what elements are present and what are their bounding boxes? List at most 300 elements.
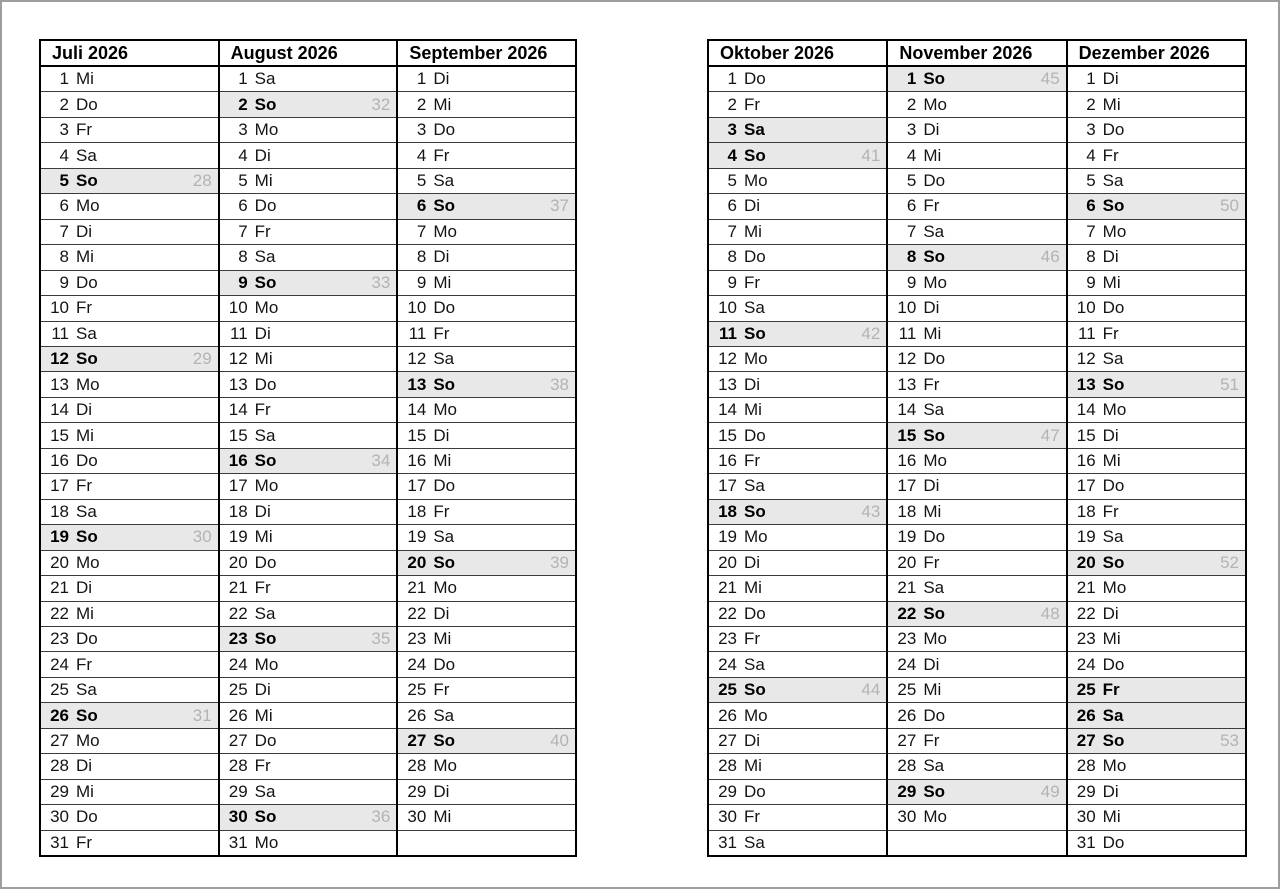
day-number: 25 — [228, 680, 248, 700]
weekday-label: Mo — [254, 298, 279, 318]
weekday-label: Mo — [923, 451, 947, 471]
day-rows — [1068, 67, 1245, 855]
day-row — [41, 729, 218, 754]
weekday-label: So — [1102, 374, 1125, 394]
day-row — [41, 551, 218, 576]
day-number: 4 — [416, 145, 427, 165]
day-number: 3 — [416, 120, 427, 140]
day-row — [709, 169, 886, 194]
day-row — [220, 245, 397, 270]
day-number: 30 — [1076, 807, 1096, 827]
weekday-label: Fr — [744, 94, 761, 114]
weekday-label: Do — [923, 171, 946, 191]
day-number: 12 — [50, 349, 69, 369]
calendar-table — [707, 39, 1247, 857]
weekday-label: Mi — [433, 629, 452, 649]
weekday-label: So — [744, 145, 766, 165]
day-number: 24 — [50, 654, 69, 674]
weekday-label: So — [433, 731, 456, 750]
weekday-label: Do — [923, 705, 946, 725]
day-number: 12 — [1076, 349, 1096, 369]
weekday-label: Sa — [254, 425, 276, 445]
day-row — [398, 220, 575, 245]
day-number: 4 — [1086, 145, 1096, 165]
day-row — [220, 296, 397, 321]
day-row — [1068, 296, 1245, 321]
day-number: 7 — [1086, 221, 1096, 241]
day-row — [41, 220, 218, 245]
weekday-label: Fr — [1102, 680, 1120, 700]
day-number: 28 — [50, 756, 69, 776]
weekday-label: Sa — [76, 145, 97, 165]
day-number: 15 — [897, 425, 917, 445]
day-row — [709, 220, 886, 245]
day-number: 25 — [50, 680, 69, 700]
day-row — [220, 627, 397, 652]
weekday-label: Sa — [1102, 527, 1124, 547]
day-row — [398, 754, 575, 779]
day-number: 25 — [407, 680, 427, 700]
weekday-label: Fr — [1102, 145, 1119, 165]
weekday-label: Do — [76, 807, 98, 827]
day-row — [888, 118, 1065, 143]
day-number: 21 — [718, 578, 737, 598]
day-number: 9 — [906, 272, 917, 292]
weekday-label: Di — [76, 756, 93, 776]
day-row — [709, 805, 886, 830]
week-number: 42 — [861, 323, 881, 343]
weekday-label: Di — [1102, 69, 1119, 89]
weekday-label: Mi — [254, 705, 273, 725]
day-row — [709, 423, 886, 448]
weekday-label: Sa — [744, 654, 765, 674]
month-column — [1068, 41, 1245, 855]
day-row — [220, 143, 397, 168]
week-number: 29 — [192, 349, 212, 369]
day-row — [41, 245, 218, 270]
weekday-label: Sa — [744, 476, 765, 496]
weekday-label: Mo — [923, 272, 947, 292]
day-number: 14 — [407, 400, 427, 420]
day-number: 20 — [407, 552, 427, 572]
day-row — [1068, 525, 1245, 550]
day-number: 27 — [897, 731, 917, 750]
weekday-label: Mo — [1102, 221, 1127, 241]
day-row — [398, 347, 575, 372]
weekday-label: Mi — [76, 603, 94, 623]
day-row — [709, 398, 886, 423]
month-column — [41, 41, 220, 855]
weekday-label: So — [923, 69, 946, 89]
weekday-label: Sa — [1102, 349, 1124, 369]
week-number: 52 — [1220, 552, 1239, 572]
day-number: 30 — [228, 807, 248, 827]
weekday-label: Di — [744, 552, 761, 572]
weekday-label: Mi — [744, 221, 762, 241]
day-row — [398, 118, 575, 143]
weekday-label: Di — [433, 425, 450, 445]
week-number: 48 — [1040, 603, 1060, 623]
day-number: 10 — [228, 298, 248, 318]
day-number: 6 — [416, 196, 427, 216]
weekday-label: Fr — [923, 196, 940, 216]
day-number: 14 — [897, 400, 917, 420]
day-number: 11 — [1078, 323, 1096, 343]
day-row — [1068, 729, 1245, 754]
weekday-label: Do — [76, 629, 98, 649]
day-number: 27 — [718, 731, 737, 750]
weekday-label: Do — [923, 349, 946, 369]
weekday-label: So — [1102, 731, 1125, 750]
day-number: 9 — [59, 272, 69, 292]
weekday-label: Sa — [923, 400, 945, 420]
day-row — [41, 576, 218, 601]
weekday-label: Fr — [76, 832, 93, 852]
week-number: 32 — [371, 94, 391, 114]
day-number: 25 — [718, 680, 737, 700]
week-number: 53 — [1220, 731, 1239, 750]
weekday-label: Do — [744, 781, 766, 801]
day-number: 14 — [1076, 400, 1096, 420]
weekday-label: So — [923, 781, 946, 801]
weekday-label: Mi — [76, 781, 94, 801]
day-number: 9 — [416, 272, 427, 292]
weekday-label: Do — [744, 603, 766, 623]
weekday-label: Mi — [1102, 451, 1121, 471]
weekday-label: Mi — [76, 425, 94, 445]
weekday-label: Mo — [1102, 756, 1127, 776]
month-header: August 2026 — [220, 41, 397, 67]
day-row — [41, 652, 218, 677]
weekday-label: Fr — [923, 731, 940, 750]
weekday-label: Do — [433, 476, 456, 496]
weekday-label: Mo — [744, 171, 768, 191]
weekday-label: So — [254, 272, 277, 292]
weekday-label: Mi — [923, 680, 942, 700]
weekday-label: Fr — [76, 120, 93, 140]
day-number: 3 — [59, 120, 69, 140]
day-row — [41, 143, 218, 168]
day-number: 7 — [59, 221, 69, 241]
month-column — [398, 41, 575, 855]
day-number: 2 — [1086, 94, 1096, 114]
day-row — [1068, 474, 1245, 499]
day-number: 19 — [228, 527, 248, 547]
weekday-label: Sa — [254, 247, 276, 267]
day-row — [709, 372, 886, 397]
day-row — [1068, 780, 1245, 805]
week-number: 47 — [1040, 425, 1060, 445]
day-row — [398, 143, 575, 168]
weekday-label: Mi — [433, 451, 452, 471]
day-row — [888, 67, 1065, 92]
weekday-label: So — [744, 323, 766, 343]
day-number: 22 — [407, 603, 427, 623]
weekday-label: So — [1102, 552, 1125, 572]
day-row — [41, 322, 218, 347]
day-number: 4 — [906, 145, 917, 165]
day-row — [1068, 271, 1245, 296]
day-number: 22 — [1076, 603, 1096, 623]
weekday-label: Mo — [254, 832, 279, 852]
day-row — [1068, 194, 1245, 219]
month-column — [888, 41, 1067, 855]
day-row — [888, 92, 1065, 117]
day-number: 14 — [50, 400, 69, 420]
weekday-label: Di — [923, 120, 940, 140]
day-row — [220, 220, 397, 245]
day-number: 20 — [228, 552, 248, 572]
day-number: 27 — [50, 731, 69, 750]
day-number: 15 — [50, 425, 69, 445]
day-number: 23 — [228, 629, 248, 649]
day-number: 7 — [906, 221, 917, 241]
day-number: 15 — [1076, 425, 1096, 445]
day-row — [220, 474, 397, 499]
day-row — [41, 296, 218, 321]
day-number: 16 — [718, 451, 737, 471]
day-row — [709, 271, 886, 296]
week-number: 34 — [371, 451, 391, 471]
weekday-label: Sa — [76, 680, 97, 700]
day-row — [888, 143, 1065, 168]
day-row — [220, 271, 397, 296]
day-number: 25 — [897, 680, 917, 700]
day-number: 16 — [407, 451, 427, 471]
day-row — [220, 602, 397, 627]
day-number: 28 — [407, 756, 427, 776]
day-row — [41, 703, 218, 728]
day-number: 26 — [1076, 705, 1096, 725]
weekday-label: Do — [254, 552, 277, 572]
day-row — [1068, 372, 1245, 397]
day-row — [41, 271, 218, 296]
weekday-label: Mo — [254, 654, 279, 674]
week-number: 28 — [192, 171, 212, 191]
weekday-label: Mo — [923, 807, 947, 827]
weekday-label: Fr — [254, 221, 271, 241]
week-number: 40 — [550, 731, 570, 750]
week-number: 41 — [861, 145, 881, 165]
day-number: 4 — [59, 145, 69, 165]
day-number: 11 — [408, 323, 427, 343]
day-row — [888, 245, 1065, 270]
day-number: 21 — [50, 578, 69, 598]
day-number: 13 — [718, 374, 737, 394]
weekday-label: Do — [433, 298, 456, 318]
weekday-label: Fr — [1102, 501, 1119, 521]
day-number: 6 — [59, 196, 69, 216]
day-number: 1 — [906, 69, 917, 89]
day-row — [709, 678, 886, 703]
weekday-label: Do — [1102, 298, 1125, 318]
day-number: 31 — [1076, 832, 1096, 852]
weekday-label: Di — [433, 603, 450, 623]
day-number: 29 — [228, 781, 248, 801]
day-row — [398, 372, 575, 397]
weekday-label: Fr — [923, 374, 940, 394]
day-number: 29 — [50, 781, 69, 801]
weekday-label: Di — [254, 145, 271, 165]
weekday-label: So — [744, 501, 766, 521]
week-number: 45 — [1040, 69, 1060, 89]
weekday-label: Mo — [433, 221, 457, 241]
day-row — [888, 754, 1065, 779]
weekday-label: Mi — [923, 323, 942, 343]
day-row — [41, 398, 218, 423]
day-row — [41, 474, 218, 499]
day-number: 5 — [906, 171, 917, 191]
day-number: 26 — [407, 705, 427, 725]
day-row — [41, 372, 218, 397]
day-number: 10 — [897, 298, 917, 318]
day-row — [41, 92, 218, 117]
day-row — [709, 780, 886, 805]
weekday-label: So — [76, 171, 98, 191]
day-row — [220, 194, 397, 219]
day-row — [41, 118, 218, 143]
weekday-label: So — [76, 705, 98, 725]
day-number: 15 — [407, 425, 427, 445]
weekday-label: Fr — [433, 145, 450, 165]
weekday-label: Mi — [744, 400, 762, 420]
day-row — [888, 703, 1065, 728]
day-row — [398, 423, 575, 448]
day-row — [398, 67, 575, 92]
month-header: Oktober 2026 — [709, 41, 886, 67]
day-row — [1068, 423, 1245, 448]
day-number: 12 — [228, 349, 248, 369]
day-row — [220, 169, 397, 194]
weekday-label: Do — [254, 374, 277, 394]
day-row — [709, 449, 886, 474]
week-number: 33 — [371, 272, 391, 292]
day-number: 11 — [719, 323, 737, 343]
day-number: 8 — [416, 247, 427, 267]
day-number: 24 — [407, 654, 427, 674]
day-number: 30 — [897, 807, 917, 827]
weekday-label: Mo — [1102, 400, 1127, 420]
day-number: 3 — [1086, 120, 1096, 140]
day-row — [398, 169, 575, 194]
weekday-label: Do — [744, 69, 766, 89]
day-rows — [41, 67, 218, 855]
week-number: 49 — [1040, 781, 1060, 801]
weekday-label: Di — [923, 654, 940, 674]
day-number: 29 — [407, 781, 427, 801]
day-row — [709, 296, 886, 321]
day-number: 16 — [1076, 451, 1096, 471]
day-row — [1068, 245, 1245, 270]
day-row — [888, 398, 1065, 423]
day-row — [41, 602, 218, 627]
day-row — [398, 449, 575, 474]
day-row — [41, 831, 218, 855]
day-row — [398, 627, 575, 652]
day-row — [398, 322, 575, 347]
day-row — [41, 627, 218, 652]
day-row — [888, 551, 1065, 576]
day-row — [41, 500, 218, 525]
weekday-label: Mo — [433, 578, 457, 598]
day-row — [888, 576, 1065, 601]
day-row — [41, 347, 218, 372]
day-row — [41, 449, 218, 474]
weekday-label: Mo — [433, 756, 457, 776]
day-number: 8 — [727, 247, 737, 267]
week-number: 35 — [371, 629, 391, 649]
month-header: November 2026 — [888, 41, 1065, 67]
day-number: 27 — [228, 731, 248, 750]
day-number: 17 — [718, 476, 737, 496]
day-row — [398, 474, 575, 499]
day-number: 13 — [1076, 374, 1096, 394]
day-number: 18 — [897, 501, 917, 521]
weekday-label: Mi — [433, 807, 452, 827]
day-row — [220, 780, 397, 805]
day-row — [220, 576, 397, 601]
day-row — [888, 194, 1065, 219]
weekday-label: Mi — [1102, 629, 1121, 649]
day-number: 18 — [718, 501, 737, 521]
day-row — [220, 398, 397, 423]
day-number: 21 — [228, 578, 248, 598]
weekday-label: Mi — [1102, 807, 1121, 827]
weekday-label: So — [744, 680, 766, 700]
day-number: 19 — [1076, 527, 1096, 547]
day-number: 30 — [718, 807, 737, 827]
day-row — [709, 118, 886, 143]
weekday-label: Di — [1102, 603, 1119, 623]
weekday-label: So — [923, 247, 946, 267]
day-number: 19 — [407, 527, 427, 547]
day-number: 7 — [416, 221, 427, 241]
weekday-label: Do — [76, 451, 98, 471]
day-row — [888, 322, 1065, 347]
weekday-label: Fr — [433, 680, 450, 700]
weekday-label: Mi — [433, 272, 452, 292]
day-row — [220, 423, 397, 448]
weekday-label: Do — [433, 120, 456, 140]
weekday-label: Mo — [76, 374, 100, 394]
day-row — [398, 678, 575, 703]
day-number: 9 — [1086, 272, 1096, 292]
day-rows — [709, 67, 886, 855]
day-row — [398, 602, 575, 627]
day-row — [398, 551, 575, 576]
day-rows — [888, 67, 1065, 855]
weekday-label: Di — [433, 247, 450, 267]
day-row — [888, 729, 1065, 754]
day-row — [1068, 678, 1245, 703]
day-number: 6 — [238, 196, 248, 216]
week-number: 46 — [1040, 247, 1060, 267]
weekday-label: Sa — [254, 603, 276, 623]
day-row — [1068, 576, 1245, 601]
day-row — [1068, 703, 1245, 728]
weekday-label: Mo — [744, 349, 768, 369]
day-row — [1068, 652, 1245, 677]
day-row — [888, 602, 1065, 627]
day-number: 21 — [1076, 578, 1096, 598]
day-number: 12 — [407, 349, 427, 369]
day-row — [220, 372, 397, 397]
day-row — [1068, 754, 1245, 779]
day-number: 25 — [1076, 680, 1096, 700]
weekday-label: Mi — [76, 69, 94, 89]
weekday-label: Do — [1102, 654, 1125, 674]
day-row — [220, 831, 397, 855]
